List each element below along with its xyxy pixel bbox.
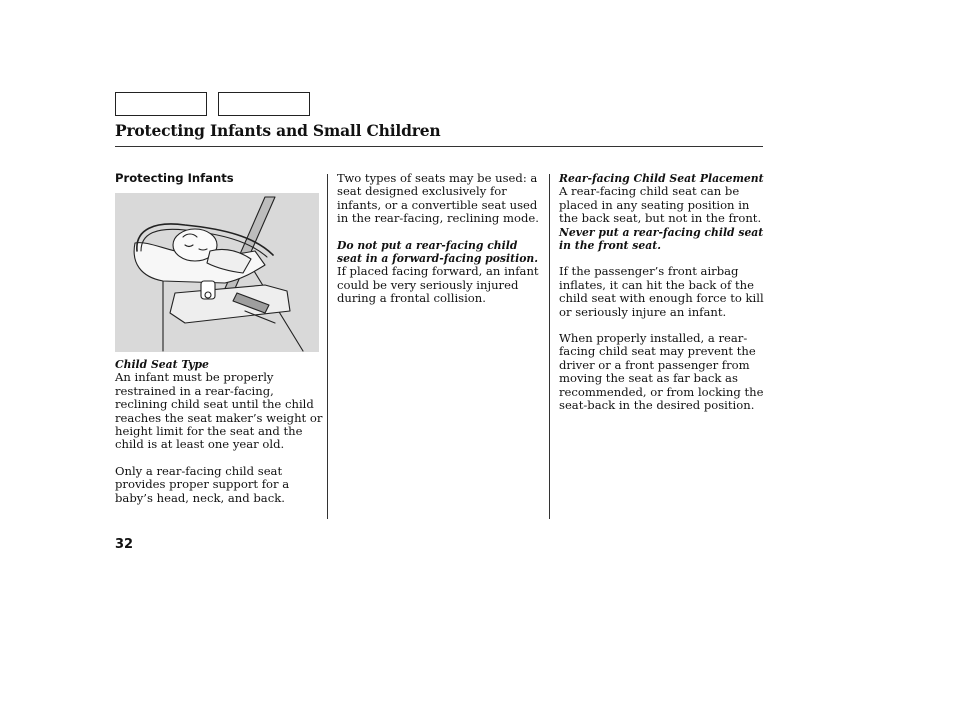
section-heading: Protecting Infants bbox=[115, 171, 234, 185]
column-1 bbox=[115, 172, 320, 185]
paragraph: Only a rear-facing child seat provides proper support for a baby’s head, neck, and back. bbox=[115, 463, 290, 505]
column-divider-2 bbox=[549, 174, 550, 519]
figure-caption: Child Seat Type bbox=[115, 358, 209, 371]
column-3 bbox=[559, 172, 765, 413]
infant-seat-illustration bbox=[115, 193, 319, 352]
paragraph: If the passenger’s front airbag inflates, it can hit the back of the child seat with enough force to kill or seriously injure an infant. bbox=[559, 264, 764, 319]
paragraph bbox=[559, 185, 765, 252]
paragraph: Two types of seats may be used: a seat designed exclusively for infants, or a convertible seat used in the rear-facing, reclining mode. bbox=[337, 171, 539, 226]
warning-text: If placed facing forward, an infant could be very seriously injured during a frontal collision. bbox=[337, 264, 539, 306]
paragraph: When properly installed, a rear-facing child seat may prevent the driver or a front passenger from moving the seat as far back as recommended, or from locking the seat-back in the desired position. bbox=[559, 331, 764, 413]
title-rule bbox=[115, 146, 763, 147]
column-1-body bbox=[115, 358, 325, 505]
paragraph: An infant must be properly restrained in a rear-facing, reclining child seat until the child reaches the seat maker’s weight or height limit for the seat and the child is at least one year old. bbox=[115, 370, 323, 452]
nav-tab-box-2[interactable] bbox=[218, 92, 310, 116]
warning-emphasis: Do not put a rear-facing child seat in a forward-facing position. bbox=[337, 238, 539, 266]
column-2 bbox=[337, 172, 543, 306]
warning-paragraph bbox=[337, 239, 543, 306]
placement-text: A rear-facing child seat can be placed in any seating position in the back seat, but not in the front. bbox=[559, 184, 762, 226]
section-subheading: Rear-facing Child Seat Placement bbox=[559, 172, 764, 185]
column-divider-1 bbox=[327, 174, 328, 519]
nav-tab-box-1[interactable] bbox=[115, 92, 207, 116]
page-number: 32 bbox=[115, 537, 134, 552]
rear-facing-infant-seat-icon bbox=[115, 193, 319, 352]
page-title: Protecting Infants and Small Children bbox=[115, 121, 441, 140]
placement-warning: Never put a rear-facing child seat in the front seat. bbox=[559, 225, 764, 253]
